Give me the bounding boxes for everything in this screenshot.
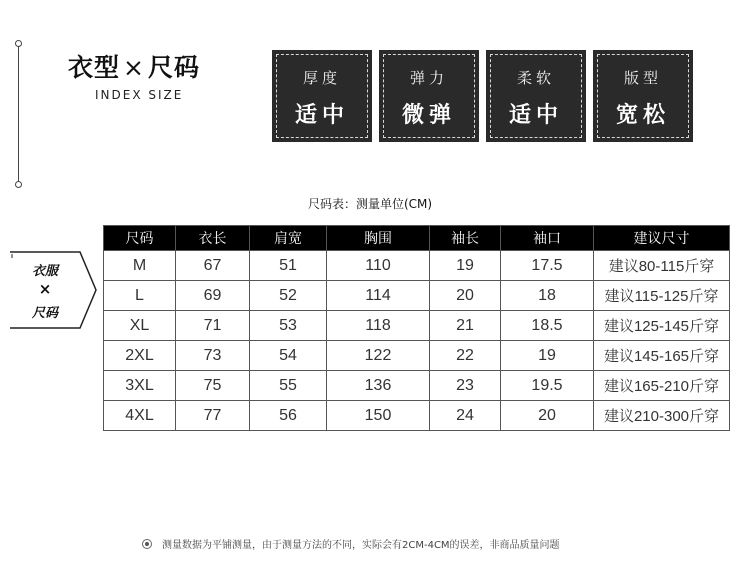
feature-box-elasticity xyxy=(379,50,479,142)
table-cell: 18 xyxy=(501,281,594,311)
feature-boxes xyxy=(272,50,693,142)
table-cell: 4XL xyxy=(104,401,176,431)
decorative-dot-bottom xyxy=(15,181,22,188)
feature-label: 厚度 xyxy=(302,69,341,87)
column-header: 建议尺寸 xyxy=(594,226,730,251)
side-label xyxy=(8,250,94,328)
side-label-line1: 衣服 xyxy=(31,264,58,279)
table-cell: 19 xyxy=(430,251,501,281)
title-part-a: 衣型 xyxy=(68,53,121,82)
decorative-vertical-line xyxy=(18,46,19,186)
feature-value: 适中 xyxy=(294,103,349,128)
feature-box-thickness xyxy=(272,50,372,142)
table-cell: 75 xyxy=(176,371,250,401)
feature-box-fit xyxy=(593,50,693,142)
decorative-dot-top xyxy=(15,40,22,47)
table-cell: 55 xyxy=(250,371,327,401)
table-cell: L xyxy=(104,281,176,311)
feature-label: 版型 xyxy=(623,69,662,87)
table-cell: 122 xyxy=(327,341,430,371)
title-separator: × xyxy=(123,53,145,82)
page-subtitle: INDEX SIZE xyxy=(95,88,184,102)
table-cell: 67 xyxy=(176,251,250,281)
table-cell: 建议115-125斤穿 xyxy=(594,281,730,311)
column-header: 袖口 xyxy=(501,226,594,251)
table-cell: 73 xyxy=(176,341,250,371)
title-part-b: 尺码 xyxy=(147,53,200,82)
table-cell: 19.5 xyxy=(501,371,594,401)
table-cell: 23 xyxy=(430,371,501,401)
feature-box-softness xyxy=(486,50,586,142)
side-label-line3: 尺码 xyxy=(31,306,58,321)
table-caption: 尺码表：测量单位(CM) xyxy=(308,197,433,211)
column-header: 尺码 xyxy=(104,226,176,251)
table-cell: 69 xyxy=(176,281,250,311)
table-cell: 17.5 xyxy=(501,251,594,281)
feature-value: 微弹 xyxy=(401,103,456,128)
table-cell: 建议145-165斤穿 xyxy=(594,341,730,371)
table-cell: 136 xyxy=(327,371,430,401)
column-header: 胸围 xyxy=(327,226,430,251)
column-header: 肩宽 xyxy=(250,226,327,251)
table-row xyxy=(104,401,730,431)
table-cell: 建议80-115斤穿 xyxy=(594,251,730,281)
table-cell: 建议125-145斤穿 xyxy=(594,311,730,341)
table-cell: 52 xyxy=(250,281,327,311)
footnote-text: 测量数据为平铺测量，由于测量方法的不同，实际会有2CM-4CM的误差，非商品质量问题 xyxy=(162,540,560,551)
column-header: 衣长 xyxy=(176,226,250,251)
table-cell: 22 xyxy=(430,341,501,371)
table-cell: 24 xyxy=(430,401,501,431)
table-cell: 3XL xyxy=(104,371,176,401)
feature-value: 适中 xyxy=(508,103,563,128)
feature-label: 柔软 xyxy=(516,69,555,87)
page-title xyxy=(68,48,200,84)
table-row xyxy=(104,281,730,311)
target-icon xyxy=(142,539,152,549)
table-cell: 118 xyxy=(327,311,430,341)
table-row xyxy=(104,251,730,281)
table-cell: 20 xyxy=(430,281,501,311)
table-row xyxy=(104,341,730,371)
side-label-line2: × xyxy=(38,280,52,298)
table-cell: 51 xyxy=(250,251,327,281)
table-cell: 21 xyxy=(430,311,501,341)
table-cell: 建议165-210斤穿 xyxy=(594,371,730,401)
table-cell: 77 xyxy=(176,401,250,431)
column-header: 袖长 xyxy=(430,226,501,251)
table-cell: 54 xyxy=(250,341,327,371)
table-cell: M xyxy=(104,251,176,281)
feature-value: 宽松 xyxy=(615,103,670,128)
table-cell: 18.5 xyxy=(501,311,594,341)
table-cell: 53 xyxy=(250,311,327,341)
table-cell: 56 xyxy=(250,401,327,431)
table-cell: 建议210-300斤穿 xyxy=(594,401,730,431)
table-cell: 114 xyxy=(327,281,430,311)
table-header-row xyxy=(104,226,730,251)
table-cell: 19 xyxy=(501,341,594,371)
size-table xyxy=(103,225,730,431)
table-cell: XL xyxy=(104,311,176,341)
table-row xyxy=(104,371,730,401)
feature-label: 弹力 xyxy=(409,69,448,87)
table-cell: 110 xyxy=(327,251,430,281)
table-cell: 2XL xyxy=(104,341,176,371)
table-row xyxy=(104,311,730,341)
footnote xyxy=(142,536,560,551)
table-cell: 150 xyxy=(327,401,430,431)
table-cell: 20 xyxy=(501,401,594,431)
table-cell: 71 xyxy=(176,311,250,341)
